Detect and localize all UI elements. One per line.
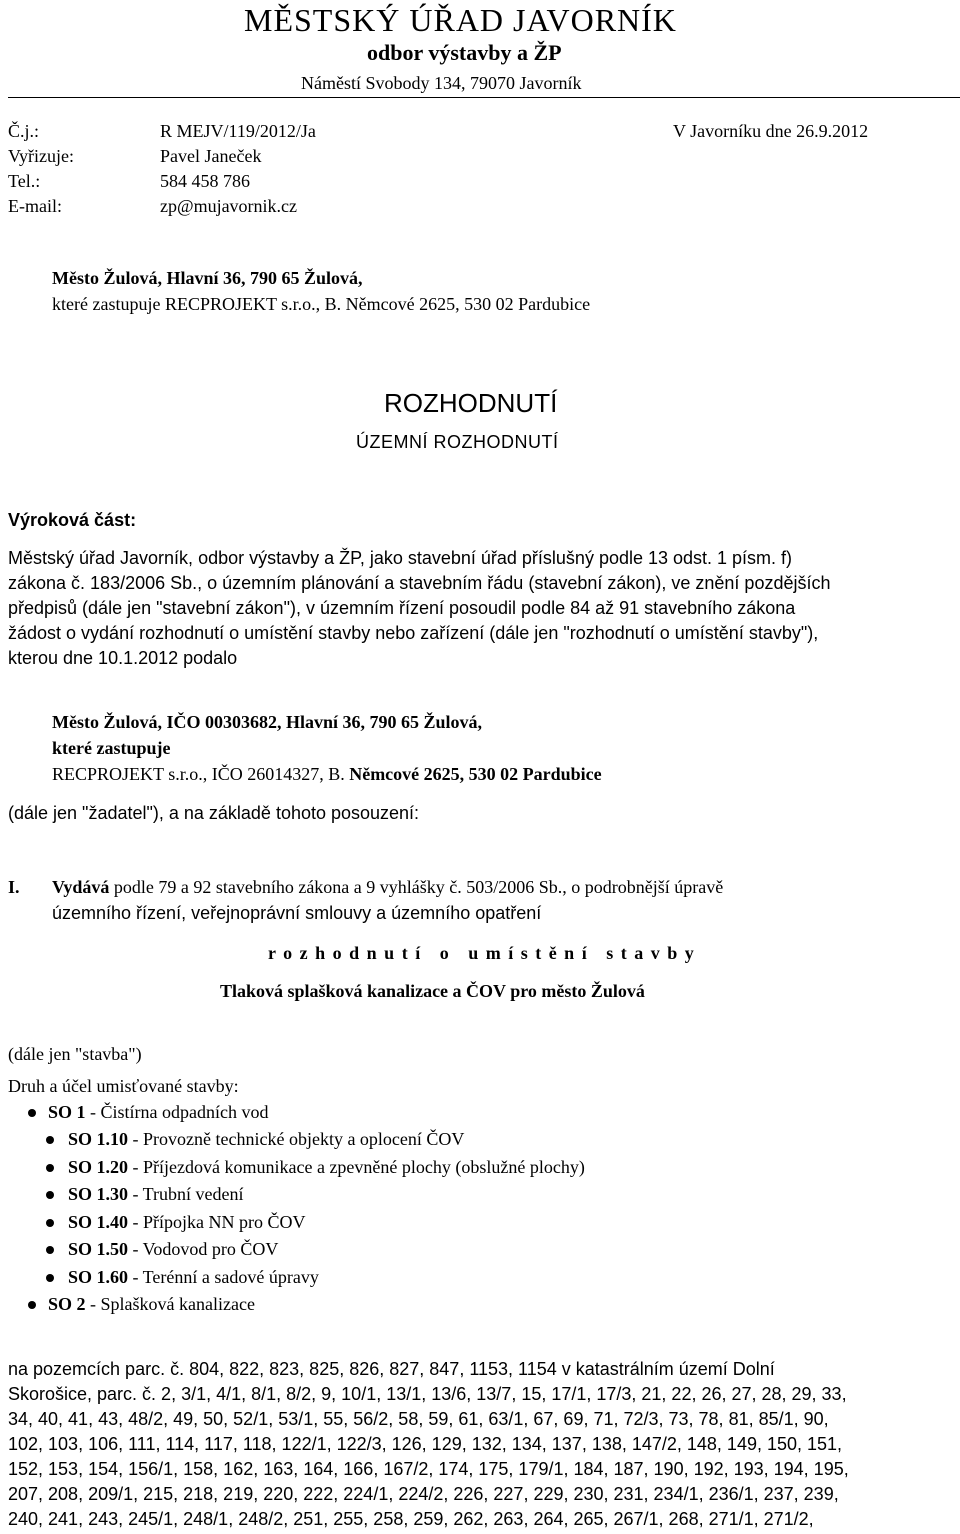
item-code: SO 1.10 <box>68 1129 129 1149</box>
parcels-line-3: 34, 40, 41, 43, 48/2, 49, 50, 52/1, 53/1, 55, 56/2, 58, 59, 61, 63/1, 67, 69, 71, 72/3, 73, 78, 81, 85/1, 90, <box>8 1409 829 1429</box>
list-item <box>48 1102 269 1123</box>
section-number: I. <box>8 877 20 897</box>
verdict-law-ref: zákona č. 183/2006 Sb. <box>8 573 198 593</box>
list-item <box>68 1212 306 1233</box>
item-text: - Trubní vedení <box>128 1184 244 1204</box>
applicant-line1: Město Žulová, IČO 00303682, Hlavní 36, 790 65 Žulová, <box>52 712 483 732</box>
parcels-line-6: 207, 208, 209/1, 215, 218, 219, 220, 222, 224/1, 224/2, 226, 227, 229, 230, 231, 234/1, 236/1, 237, 239, <box>8 1484 839 1504</box>
decision-subtitle: ÚZEMNÍ ROZHODNUTÍ <box>356 432 559 452</box>
project-name: Tlaková splašková kanalizace a ČOV pro město Žulová <box>220 981 645 1001</box>
parcels-line-2: Skorošice, parc. č. 2, 3/1, 4/1, 8/1, 8/2, 9, 10/1, 13/1, 13/6, 13/7, 15, 17/1, 17/3, 21, 22, 26, 27, 28, 29, 33, <box>8 1384 847 1404</box>
document-date: V Javorníku dne 26.9.2012 <box>673 121 869 141</box>
list-item <box>48 1294 255 1315</box>
vyrizuje-value: Pavel Janeček <box>160 146 262 166</box>
department-name: odbor výstavby a ŽP <box>367 40 562 65</box>
verdict-line-4: žádost o vydání rozhodnutí o umístění stavby nebo zařízení (dále jen "rozhodnutí o umístění stavby"), <box>8 623 819 643</box>
office-name: MĚSTSKÝ ÚŘAD JAVORNÍK <box>244 2 677 38</box>
list-item <box>68 1157 585 1178</box>
item-code: SO 2 <box>48 1294 86 1314</box>
verdict-line-2-rest: , o územním plánování a stavebním řádu (stavební zákon), ve znění pozdějších <box>197 573 831 593</box>
bullet-icon <box>46 1164 54 1172</box>
item-code: SO 1.30 <box>68 1184 129 1204</box>
tel-label: Tel.: <box>8 171 41 191</box>
office-address: Náměstí Svobody 134, 79070 Javorník <box>301 73 582 93</box>
parcels-line-5: 152, 153, 154, 156/1, 158, 162, 163, 164, 166, 167/2, 174, 175, 179/1, 184, 187, 190, 192, 193, 194, 195, <box>8 1459 849 1479</box>
addressee-line2: které zastupuje RECPROJEKT s.r.o., B. Němcové 2625, 530 02 Pardubice <box>52 294 591 314</box>
item-text: - Terénní a sadové úpravy <box>128 1267 319 1287</box>
parcels-line-1: na pozemcích parc. č. 804, 822, 823, 825, 826, 827, 847, 1153, 1154 v katastrálním území Dolní <box>8 1359 775 1379</box>
verdict-line-2 <box>8 573 831 594</box>
cj-value: R MEJV/119/2012/Ja <box>160 121 316 141</box>
bullet-icon <box>46 1136 54 1144</box>
bullet-icon <box>28 1109 36 1117</box>
verdict-line-1: Městský úřad Javorník, odbor výstavby a ŽP, jako stavební úřad příslušný podle 13 odst. 1 písm. f) <box>8 548 793 568</box>
item-code: SO 1 <box>48 1102 86 1122</box>
decision-spaced-heading: rozhodnutí o umístění stavby <box>268 943 702 963</box>
section1-line1 <box>52 877 723 898</box>
tel-value: 584 458 786 <box>160 171 250 191</box>
vyrizuje-label: Vyřizuje: <box>8 146 74 166</box>
item-code: SO 1.40 <box>68 1212 129 1232</box>
list-item <box>68 1129 464 1150</box>
verdict-line-5: kterou dne 10.1.2012 podalo <box>8 648 238 668</box>
section1-lead: Vydává <box>52 877 110 897</box>
email-value: zp@mujavornik.cz <box>160 196 298 216</box>
list-item <box>68 1267 319 1288</box>
list-item <box>68 1184 244 1205</box>
item-text: - Vodovod pro ČOV <box>128 1239 279 1259</box>
parcels-line-7: 240, 241, 243, 245/1, 248/1, 248/2, 251, 255, 258, 259, 262, 263, 264, 265, 267/1, 268, 271/1, 271/2, <box>8 1509 814 1529</box>
item-code: SO 1.60 <box>68 1267 129 1287</box>
applicant-representative-address: Němcové 2625, 530 02 Pardubice <box>344 764 602 784</box>
cj-label: Č.j.: <box>8 121 40 141</box>
section1-law-rest: , o podrobnější úpravě <box>562 877 724 897</box>
applicant-line3 <box>52 764 602 785</box>
item-text: - Provozně technické objekty a oplocení ČOV <box>128 1129 465 1149</box>
bullet-icon <box>46 1274 54 1282</box>
stavba-note: (dále jen "stavba") <box>8 1044 142 1064</box>
verdict-line-3: předpisů (dále jen "stavební zákon"), v územním řízení posoudil podle 84 až 91 stavebního zákona <box>8 598 796 618</box>
item-text: - Čistírna odpadních vod <box>85 1102 269 1122</box>
item-text: - Přípojka NN pro ČOV <box>128 1212 306 1232</box>
applicant-representative: RECPROJEKT s.r.o., IČO 26014327, B. <box>52 764 345 784</box>
section1-line2: územního řízení, veřejnoprávní smlouvy a územního opatření <box>52 903 542 923</box>
list-item <box>68 1239 278 1260</box>
decision-title: ROZHODNUTÍ <box>384 388 558 418</box>
verdict-heading: Výroková část: <box>8 510 137 530</box>
bullet-icon <box>46 1191 54 1199</box>
item-text: - Splašková kanalizace <box>85 1294 255 1314</box>
email-label: E-mail: <box>8 196 62 216</box>
bullet-icon <box>46 1219 54 1227</box>
section1-law: podle 79 a 92 stavebního zákona a 9 vyhlášky č. 503/2006 Sb. <box>109 877 563 897</box>
item-text: - Příjezdová komunikace a zpevněné plochy (obslužné plochy) <box>128 1157 585 1177</box>
item-code: SO 1.20 <box>68 1157 129 1177</box>
parcels-line-4: 102, 103, 106, 111, 114, 117, 118, 122/1, 122/3, 126, 129, 132, 134, 137, 138, 147/2, 148, 149, 150, 151, <box>8 1434 843 1454</box>
applicant-line2: které zastupuje <box>52 738 171 758</box>
item-code: SO 1.50 <box>68 1239 129 1259</box>
stavba-purpose: Druh a účel umisťované stavby: <box>8 1076 239 1096</box>
header-rule <box>8 97 960 98</box>
addressee-line1: Město Žulová, Hlavní 36, 790 65 Žulová, <box>52 268 363 288</box>
bullet-icon <box>46 1246 54 1254</box>
applicant-note: (dále jen "žadatel"), a na základě tohoto posouzení: <box>8 803 420 823</box>
bullet-icon <box>28 1301 36 1309</box>
